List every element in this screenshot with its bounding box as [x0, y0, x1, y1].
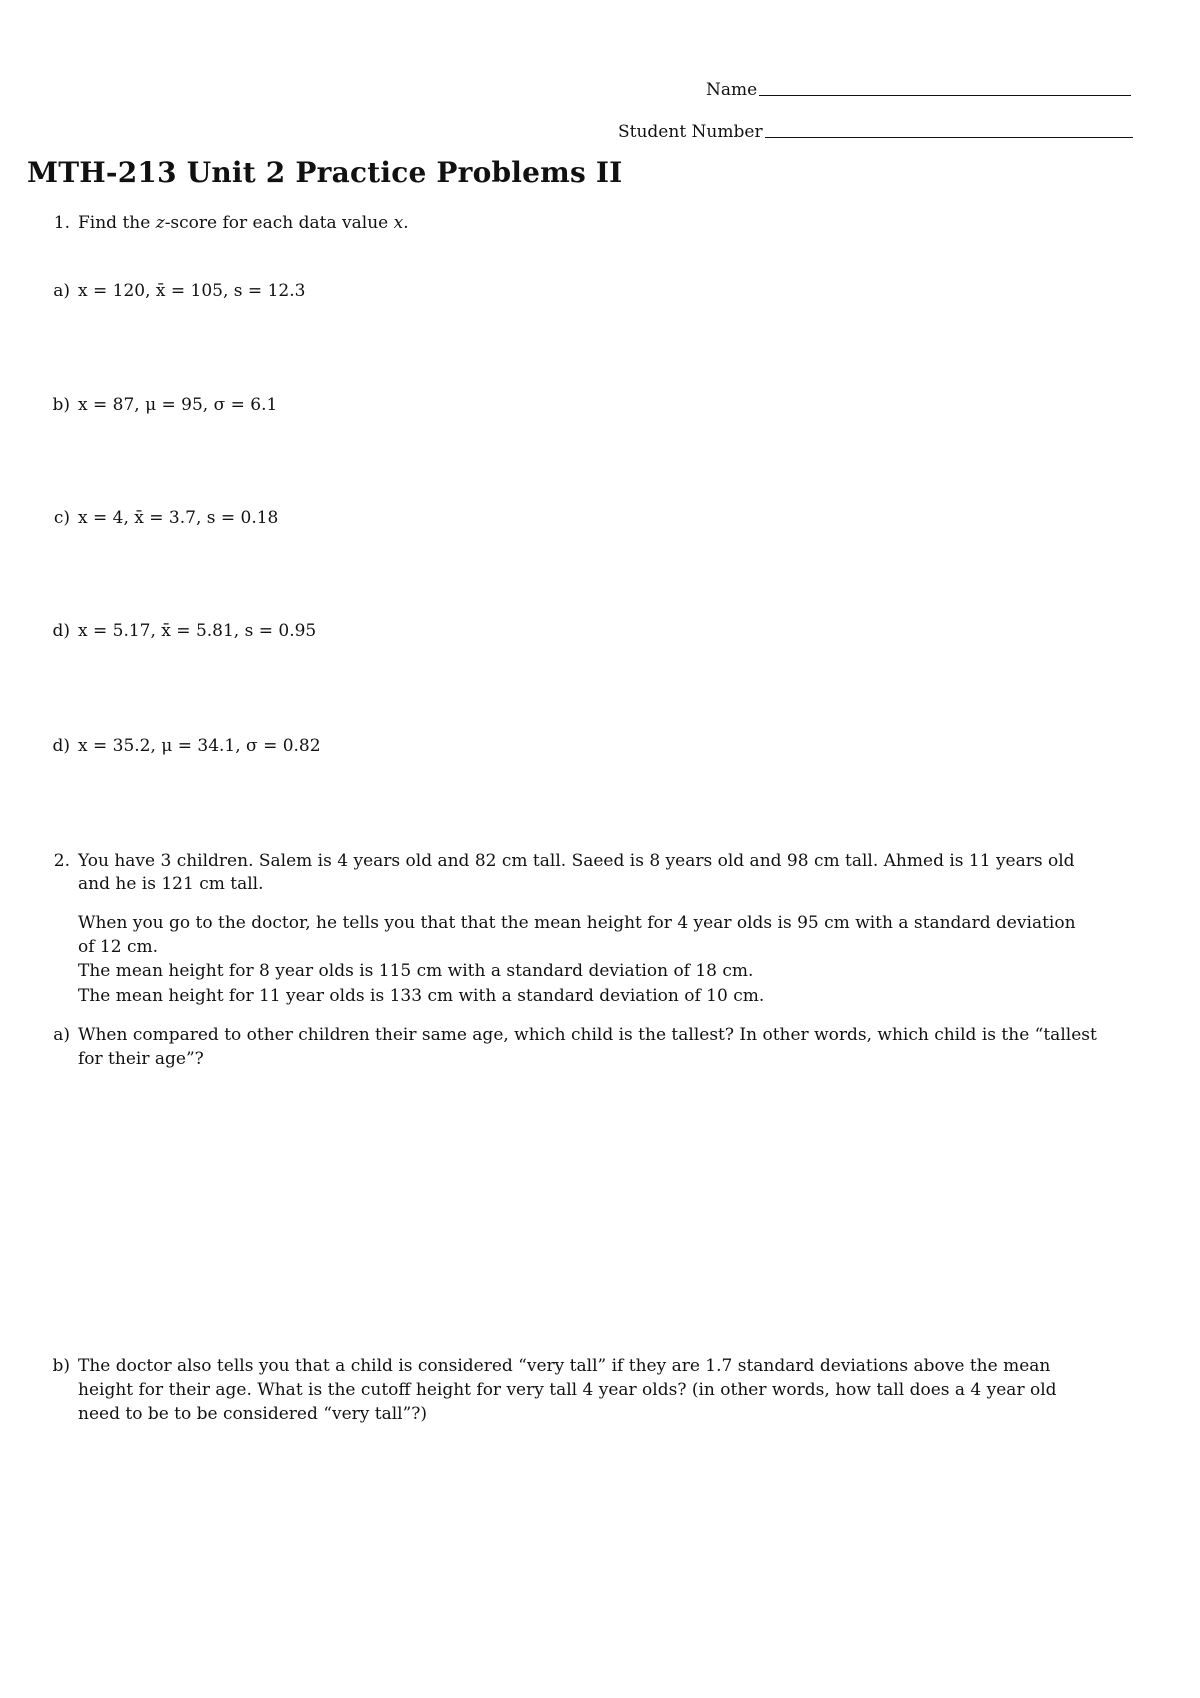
student-number-underline[interactable] [765, 136, 1133, 138]
name-label: Name [706, 80, 758, 100]
q1-item-b-expr: x = 87, μ = 95, σ = 6.1 [78, 395, 278, 415]
q1-item-c-label: c) [53, 508, 70, 528]
q1-prompt-z: z [155, 213, 165, 233]
q2-doctor-line-3: The mean height for 8 year olds is 115 cm with a standard deviation of 18 cm. [78, 961, 754, 981]
q1-prompt-period: . [403, 213, 409, 233]
q2-part-b-line-1: The doctor also tells you that a child is considered “very tall” if they are 1.7 standard deviations above the mean [78, 1356, 1051, 1376]
q2-part-a-line-2: for their age”? [78, 1049, 204, 1069]
q2-doctor-line-1: When you go to the doctor, he tells you that that the mean height for 4 year olds is 95 cm with a standard deviation [78, 913, 1076, 933]
student-number-field[interactable] [618, 122, 1133, 142]
q1-item-a-expr: x = 120, x̄ = 105, s = 12.3 [78, 281, 306, 301]
q1-number: 1. [53, 213, 70, 233]
name-underline[interactable] [759, 94, 1131, 96]
student-number-label: Student Number [618, 122, 763, 142]
q1-item-a-label: a) [53, 281, 70, 301]
q1-item-c-expr: x = 4, x̄ = 3.7, s = 0.18 [78, 508, 279, 528]
q1-item-b-label: b) [52, 395, 70, 415]
page-title: MTH-213 Unit 2 Practice Problems II [27, 156, 623, 189]
q2-intro-line-1: You have 3 children. Salem is 4 years old and 82 cm tall. Saeed is 8 years old and 98 cm tall. Ahmed is 11 years old [78, 851, 1075, 871]
q2-part-b-label: b) [52, 1356, 70, 1376]
q2-intro-line-2: and he is 121 cm tall. [78, 874, 264, 894]
q1-prompt-text: Find the [78, 213, 156, 233]
q1-item-d-label: d) [52, 621, 70, 641]
q2-part-a-label: a) [53, 1025, 70, 1045]
q2-number: 2. [53, 851, 70, 871]
q2-doctor-line-4: The mean height for 11 year olds is 133 cm with a standard deviation of 10 cm. [78, 986, 765, 1006]
q1-item-e-expr: x = 35.2, μ = 34.1, σ = 0.82 [78, 736, 321, 756]
q1-item-d-expr: x = 5.17, x̄ = 5.81, s = 0.95 [78, 621, 317, 641]
q1-item-e-label: d) [52, 736, 70, 756]
q2-doctor-line-2: of 12 cm. [78, 937, 159, 957]
q1-prompt-x: x [393, 213, 404, 233]
q2-part-b-line-2: height for their age. What is the cutoff height for very tall 4 year olds? (in other words, how tall does a 4 year old [78, 1380, 1057, 1400]
q1-prompt-text2: -score for each data value [164, 213, 394, 233]
name-field[interactable] [706, 80, 1131, 100]
q1-prompt [78, 211, 409, 236]
q2-part-a-line-1: When compared to other children their same age, which child is the tallest? In other words, which child is the “tallest [78, 1025, 1097, 1045]
q2-part-b-line-3: need to be to be considered “very tall”?) [78, 1404, 428, 1424]
